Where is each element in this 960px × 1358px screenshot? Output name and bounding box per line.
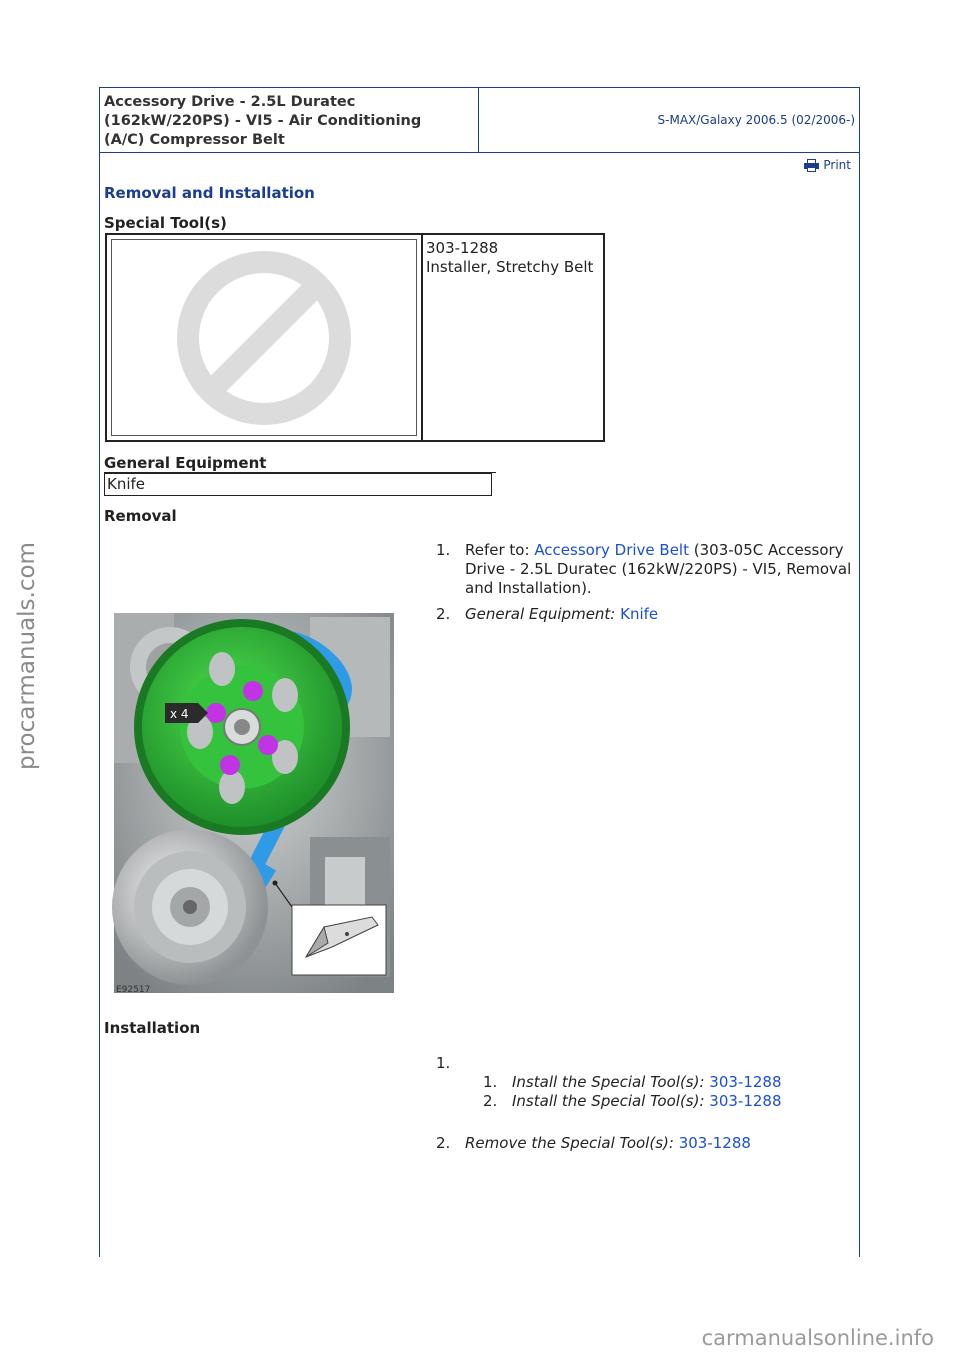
step-number: 2. [436, 605, 451, 623]
tool-name: Installer, Stretchy Belt [426, 258, 594, 276]
installation-heading: Installation [104, 1019, 201, 1037]
special-tools-table [105, 233, 605, 442]
tool-image-placeholder [111, 239, 417, 436]
belt-removal-illustration [110, 607, 398, 999]
tool-text-cell [423, 235, 603, 440]
model-label: S-MAX/Galaxy 2006.5 (02/2006-) [657, 113, 855, 127]
accessory-drive-belt-link[interactable]: Accessory Drive Belt [534, 541, 689, 559]
removal-figure [110, 607, 398, 999]
callout-x4: x 4 [170, 707, 189, 721]
step-number: 1. [436, 1054, 451, 1072]
step-text: Remove the Special Tool(s): 303-1288 [465, 1134, 751, 1152]
tool-303-1288-link-3[interactable]: 303-1288 [678, 1134, 751, 1152]
printer-icon [804, 159, 819, 172]
step-text: Refer to: Accessory Drive Belt (303-05C Accessory Drive - 2.5L Duratec (162kW/220PS) - VI5, Removal and Installation). [465, 541, 852, 597]
removal-heading: Removal [104, 507, 177, 525]
document-frame [99, 87, 860, 1257]
general-equipment-item: Knife [104, 473, 492, 496]
figure-id: E92517 [116, 985, 151, 995]
removal-installation-heading: Removal and Installation [104, 184, 315, 202]
knife-link[interactable]: Knife [620, 605, 659, 623]
general-equipment-heading: General Equipment [104, 454, 267, 472]
substep-text: Install the Special Tool(s): 303-1288 [512, 1092, 782, 1110]
no-image-icon [174, 248, 354, 428]
tool-303-1288-link-2[interactable]: 303-1288 [709, 1092, 782, 1110]
tool-code: 303-1288 [426, 239, 499, 257]
page-title-line-3: (A/C) Compressor Belt [104, 132, 285, 148]
print-label: Print [823, 158, 851, 172]
page-title-line-1: Accessory Drive - 2.5L Duratec [104, 94, 356, 110]
step-number: 1. [436, 541, 451, 559]
page-title-line-2: (162kW/220PS) - VI5 - Air Conditioning [104, 113, 422, 129]
tool-303-1288-link-1[interactable]: 303-1288 [709, 1073, 782, 1091]
substep-number: 2. [483, 1092, 498, 1110]
watermark-left-text: procarmanuals.com [14, 542, 40, 770]
print-button[interactable] [804, 158, 851, 172]
substep-text: Install the Special Tool(s): 303-1288 [512, 1073, 782, 1091]
tool-image-cell [107, 235, 423, 440]
special-tools-heading: Special Tool(s) [104, 214, 227, 232]
header-row [100, 88, 859, 153]
step-text: General Equipment: Knife [465, 605, 659, 623]
page-title [100, 88, 479, 152]
substep-number: 1. [483, 1073, 498, 1091]
watermark-bottom: carmanualsonline.info [701, 1326, 934, 1350]
step-number: 2. [436, 1134, 451, 1152]
